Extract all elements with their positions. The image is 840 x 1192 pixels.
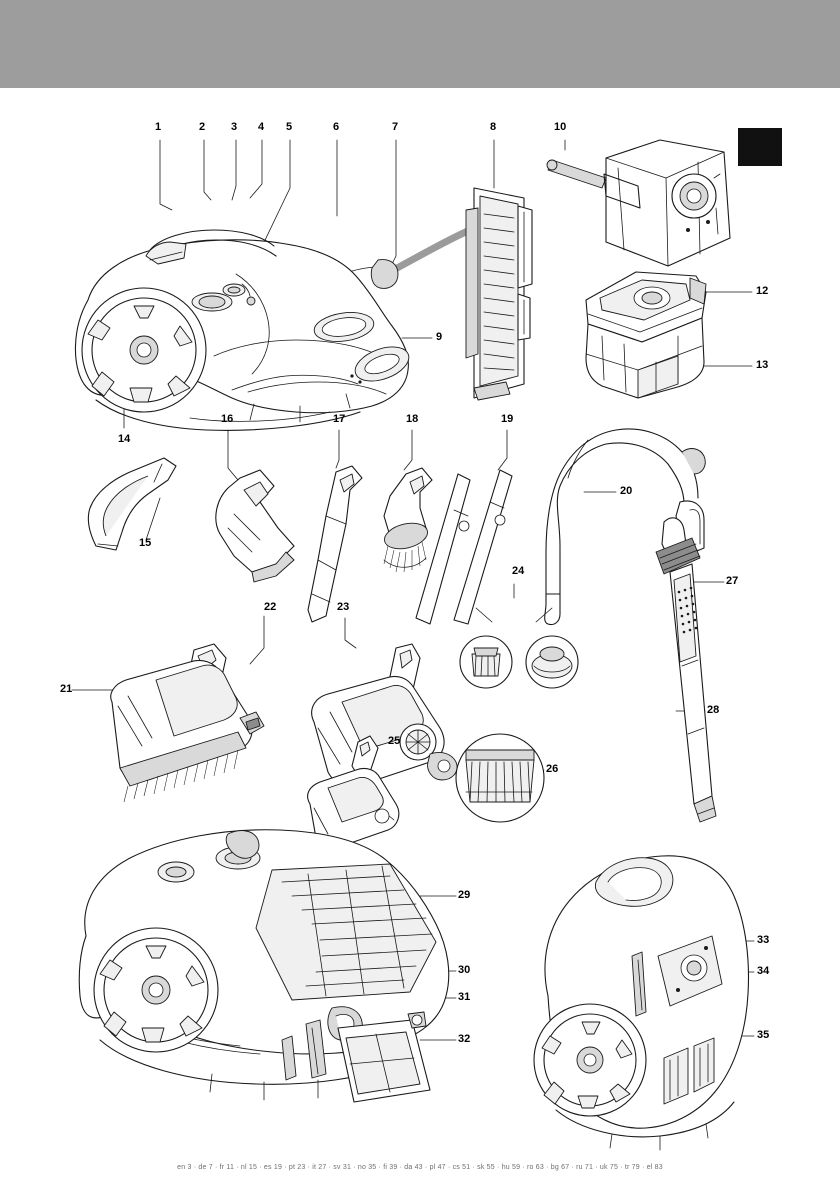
callout-34: 34: [757, 965, 770, 977]
parts-artwork: [0, 88, 840, 1160]
callout-15: 15: [139, 537, 152, 549]
callout-26: 26: [546, 763, 559, 775]
callout-33: 33: [757, 934, 770, 946]
callout-28: 28: [707, 704, 720, 716]
callout-7: 7: [392, 121, 399, 133]
callout-20: 20: [620, 485, 633, 497]
footer-legend-text: en 3 · de 7 · fr 11 · nl 15 · es 19 · pt 23 · it 27 · sv 31 · no 35 · fi 39 · da 43 · pl 47 · cs 51 · sk 55 · hu 59 · ro 63 · bg 67 · ru 71 · uk 75 · tr 79 · el 83: [177, 1164, 663, 1171]
callout-13: 13: [756, 359, 769, 371]
callout-25: 25: [388, 735, 401, 747]
callout-10: 10: [554, 121, 567, 133]
callout-22: 22: [264, 601, 277, 613]
callout-5: 5: [286, 121, 293, 133]
footer-legend: [0, 1160, 840, 1192]
callout-16: 16: [221, 413, 234, 425]
callout-24: 24: [512, 565, 525, 577]
callout-1: 1: [155, 121, 162, 133]
callout-23: 23: [337, 601, 350, 613]
callout-29: 29: [458, 889, 471, 901]
callout-35: 35: [757, 1029, 770, 1041]
header-band: [0, 0, 840, 88]
callout-3: 3: [231, 121, 238, 133]
diagram-stage: [0, 88, 840, 1160]
callout-17: 17: [333, 413, 346, 425]
callout-32: 32: [458, 1033, 471, 1045]
callout-8: 8: [490, 121, 497, 133]
callout-14: 14: [118, 433, 131, 445]
callout-18: 18: [406, 413, 419, 425]
callout-4: 4: [258, 121, 265, 133]
callout-30: 30: [458, 964, 471, 976]
callout-6: 6: [333, 121, 340, 133]
callout-12: 12: [756, 285, 769, 297]
callout-9: 9: [436, 331, 443, 343]
callout-19: 19: [501, 413, 514, 425]
callout-31: 31: [458, 991, 471, 1003]
callout-27: 27: [726, 575, 739, 587]
callout-21: 21: [60, 683, 73, 695]
callout-2: 2: [199, 121, 206, 133]
